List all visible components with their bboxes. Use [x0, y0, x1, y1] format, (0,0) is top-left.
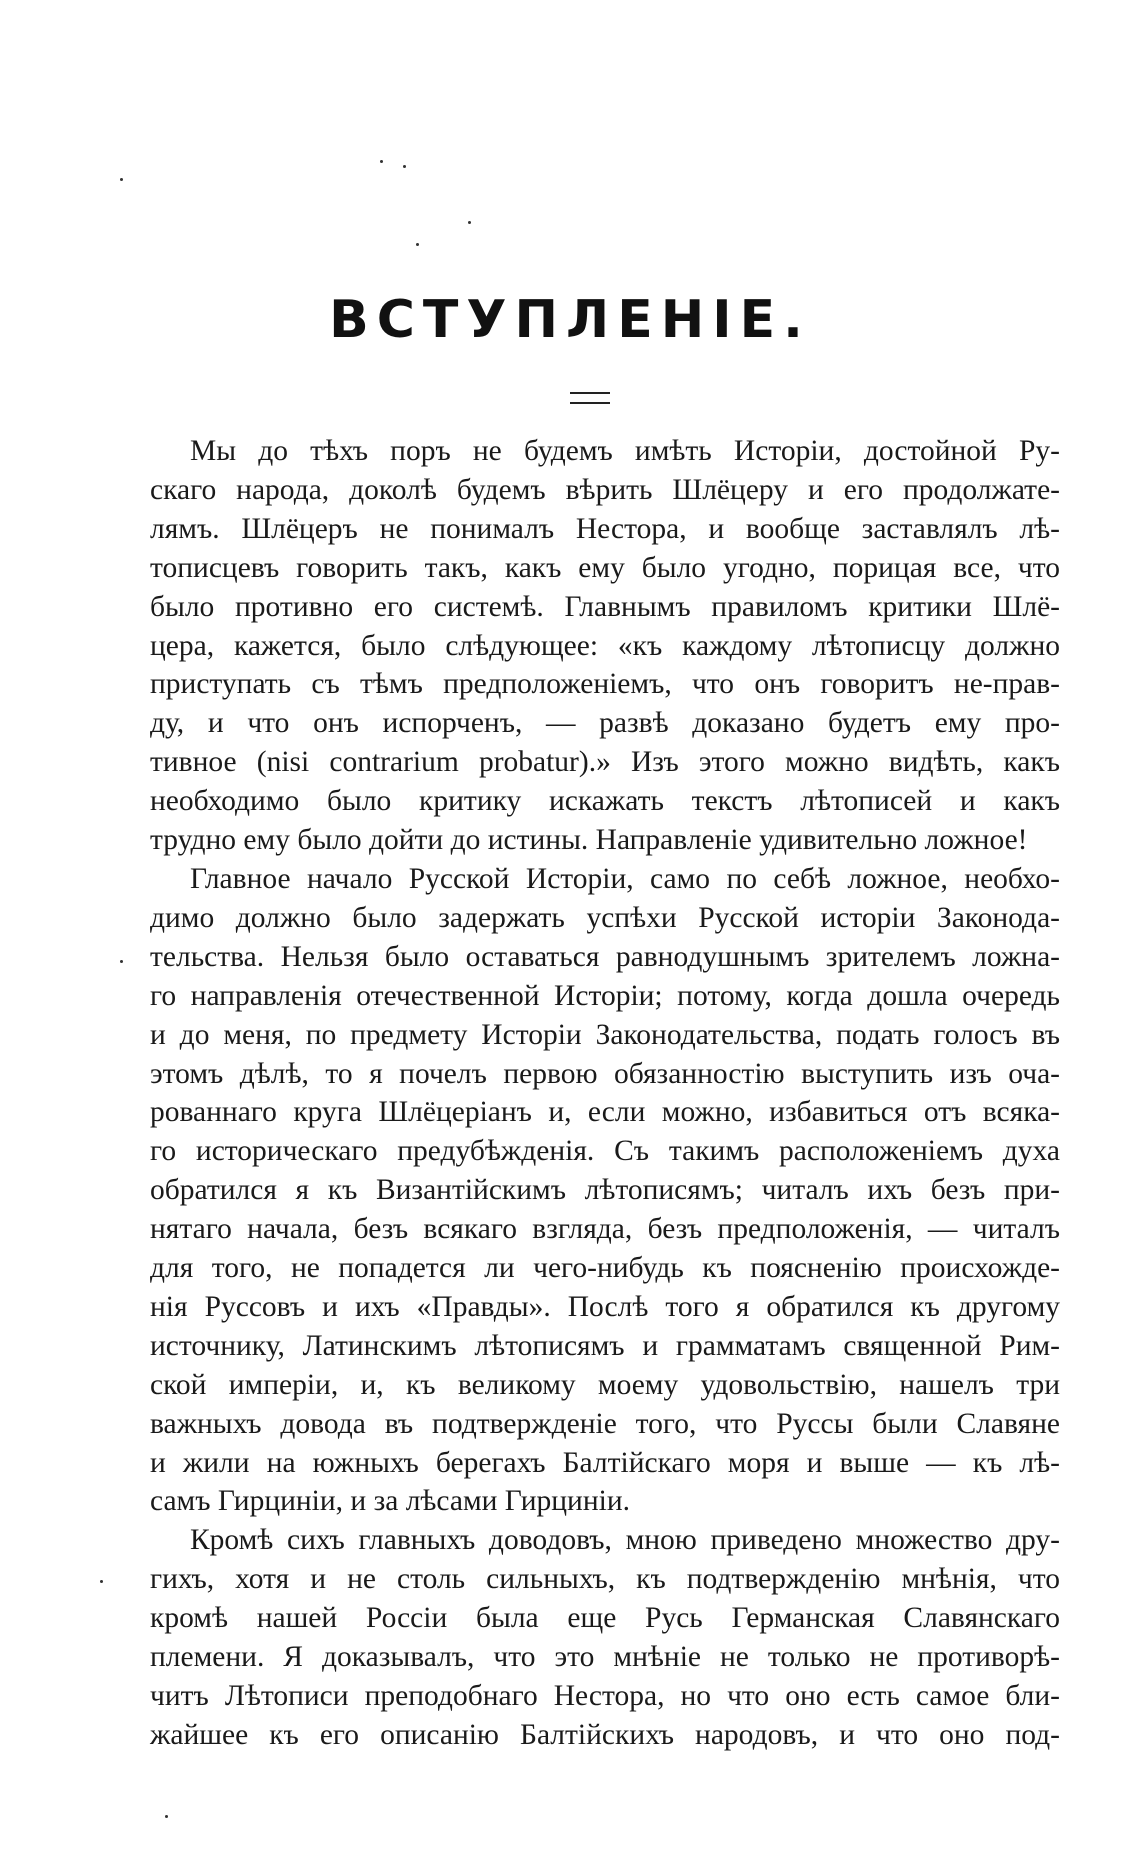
text-line: важныхъ довода въ подтвержденіе того, что Руссы были Славяне: [150, 1407, 1060, 1440]
text-line: необходимо было критику искажать текстъ лѣтописей и какъ: [150, 785, 1060, 818]
text-line: цера, кажется, было слѣдующее: «къ каждому лѣтописцу должно: [150, 629, 1060, 662]
text-line: ду, и что онъ испорченъ, — развѣ доказано будетъ ему про-: [150, 707, 1060, 740]
text-line: го направленія отечественной Исторіи; потому, когда дошла очередь: [150, 979, 1060, 1012]
text-line: и до меня, по предмету Исторіи Законодательства, подать голосъ въ: [150, 1018, 1060, 1051]
text-line: читъ Лѣтописи преподобнаго Нестора, но что оно есть самое бли-: [150, 1680, 1060, 1712]
title-rule: [570, 392, 610, 404]
text-line: обратился я къ Византійскимъ лѣтописямъ; читалъ ихъ безъ при-: [150, 1174, 1060, 1207]
text-line: тивное (nisi contrarium probatur).» Изъ этого можно видѣть, какъ: [150, 746, 1060, 779]
text-line: Главное начало Русской Исторіи, само по себѣ ложное, необхо-: [190, 862, 1060, 895]
text-line: для того, не попадется ли чего-нибудь къ поясненію происхожде-: [150, 1252, 1060, 1285]
chapter-title: ВСТУПЛЕНІЕ.: [329, 290, 811, 350]
text-line: трудно ему было дойти до истины. Направленіе удивительно ложное!: [150, 824, 1028, 857]
text-line: тописцевъ говорить такъ, какъ ему было угодно, порицая все, что: [150, 551, 1060, 584]
text-line: было противно его системѣ. Главнымъ правиломъ критики Шлё-: [150, 590, 1060, 623]
text-line: рованнаго круга Шлёцеріанъ и, если можно, избавиться отъ всяка-: [150, 1096, 1060, 1129]
text-line: ской имперіи, и, къ великому моему удовольствію, нашелъ три: [150, 1368, 1060, 1401]
text-line: этомъ дѣлѣ, то я почелъ первою обязанностію выступить изъ оча-: [150, 1057, 1060, 1090]
text-line: кромѣ нашей Россіи была еще Русь Германская Славянскаго: [150, 1602, 1060, 1635]
text-line: го историческаго предубѣжденія. Съ такимъ расположеніемъ духа: [150, 1135, 1060, 1168]
text-line: самъ Гирциніи, и за лѣсами Гирциніи.: [150, 1485, 630, 1518]
text-line: жайшее къ его описанію Балтійскихъ народовъ, и что оно под-: [150, 1718, 1060, 1751]
text-line: димо должно было задержать успѣхи Русской исторіи Законода-: [150, 901, 1060, 934]
text-line: племени. Я доказывалъ, что это мнѣніе не только не противорѣ-: [150, 1641, 1060, 1674]
text-line: нія Руссовъ и ихъ «Правды». Послѣ того я обратился къ другому: [150, 1290, 1060, 1323]
body-text: [150, 432, 1060, 1755]
text-line: тельства. Нельзя было оставаться равнодушнымъ зрителемъ ложна-: [150, 940, 1060, 973]
text-line: лямъ. Шлёцеръ не понималъ Нестора, и вообще заставлялъ лѣ-: [150, 512, 1060, 545]
text-line: Мы до тѣхъ поръ не будемъ имѣть Исторіи, достойной Ру-: [190, 435, 1060, 467]
text-line: Кромѣ сихъ главныхъ доводовъ, мною приведено множество дру-: [190, 1524, 1060, 1557]
text-line: источнику, Латинскимъ лѣтописямъ и грамматамъ священной Рим-: [150, 1329, 1060, 1362]
text-line: гихъ, хотя и не столь сильныхъ, къ подтвержденію мнѣнія, что: [150, 1563, 1060, 1596]
text-line: нятаго начала, безъ всякаго взгляда, безъ предположенія, — читалъ: [150, 1213, 1060, 1246]
text-line: скаго народа, доколѣ будемъ вѣрить Шлёцеру и его продолжате-: [150, 473, 1060, 506]
text-line: и жили на южныхъ берегахъ Балтійскаго моря и выше — къ лѣ-: [150, 1446, 1060, 1479]
text-line: приступать съ тѣмъ предположеніемъ, что онъ говоритъ не-прав-: [150, 668, 1060, 701]
